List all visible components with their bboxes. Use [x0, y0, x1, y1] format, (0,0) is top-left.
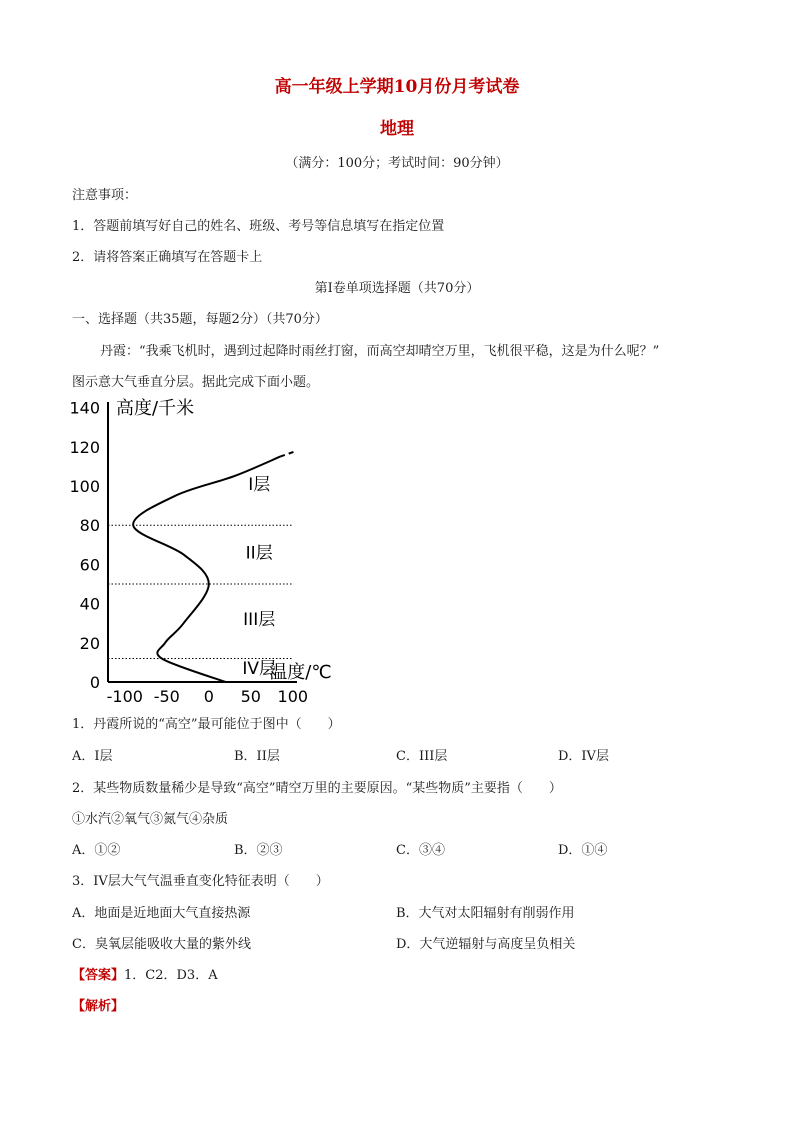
x-tick-label: -50	[153, 687, 180, 706]
y-tick-label: 60	[79, 555, 100, 575]
y-tick-label: 100	[69, 477, 100, 496]
q1-option-c: C．III层	[396, 749, 448, 764]
atmosphere-layer-chart	[62, 392, 352, 710]
y-tick-label: 120	[69, 437, 100, 457]
q2-option-d: D．①④	[558, 843, 608, 858]
layer-label: I层	[248, 474, 271, 495]
x-axis-label: 温度/℃	[269, 662, 332, 683]
exam-meta: （满分：100分；考试时间：90分钟）	[285, 156, 509, 171]
answer-label: 【答案】	[72, 968, 125, 983]
answer-text: 1．C2．D3．A	[124, 968, 218, 983]
y-tick-label: 0	[89, 673, 100, 692]
y-tick-label: 20	[79, 633, 100, 653]
x-tick-label: 50	[240, 687, 261, 706]
layer-label: III层	[243, 610, 276, 631]
exam-title: 高一年级上学期10月份月考试卷	[274, 77, 520, 97]
q1-option-b: B．II层	[234, 749, 280, 764]
x-tick-label: 100	[277, 687, 309, 706]
layer-label: II层	[245, 543, 273, 564]
notes-heading: 注意事项：	[72, 188, 138, 203]
x-tick-label: -100	[106, 687, 143, 706]
y-tick-label: 80	[79, 516, 100, 536]
y-tick-label: 140	[69, 398, 100, 418]
q2-option-c: C．③④	[396, 843, 445, 858]
question-2-stem: 2．某些物质数量稀少是导致“高空”晴空万里的主要原因。“某些物质”主要指（ ）	[72, 781, 562, 796]
q2-option-a: A．①②	[72, 843, 121, 858]
q1-option-d: D．IV层	[558, 749, 609, 764]
q3-option-b: B．大气对太阳辐射有削弱作用	[396, 906, 575, 921]
layer-label: IV层	[242, 659, 277, 680]
part-title: 一、选择题（共35题，每题2分）（共70分）	[72, 312, 328, 327]
q1-option-a: A．I层	[72, 749, 113, 764]
q2-option-b: B．②③	[234, 843, 283, 858]
temperature-curve-dashed	[280, 451, 297, 457]
passage-line-2: 图示意大气垂直分层。据此完成下面小题。	[72, 375, 320, 390]
notes-item-1: 1．答题前填写好自己的姓名、班级、考号等信息填写在指定位置	[72, 219, 445, 234]
y-tick-label: 40	[79, 594, 100, 614]
answer-line	[72, 964, 218, 983]
x-tick-label: 0	[203, 687, 214, 706]
question-3-stem: 3．IV层大气气温垂直变化特征表明（ ）	[72, 874, 329, 889]
q3-option-c: C．臭氧层能吸收大量的紫外线	[72, 937, 251, 952]
passage-line-1: 丹霞：“我乘飞机时，遇到过起降时雨丝打窗，而高空却晴空万里，飞机很平稳，这是为什么呢？”	[100, 344, 660, 359]
q3-option-d: D．大气逆辐射与高度呈负相关	[396, 937, 576, 952]
question-2-sub: ①水汽②氧气③氮气④杂质	[72, 812, 229, 827]
analysis-label: 【解析】	[72, 999, 125, 1014]
analysis-line	[72, 995, 124, 1014]
q3-option-a: A．地面是近地面大气直接热源	[72, 906, 251, 921]
section-title: 第I卷单项选择题（共70分）	[314, 281, 480, 296]
question-1-stem: 1．丹霞所说的“高空”最可能位于图中（ ）	[72, 717, 341, 732]
subject-title: 地理	[380, 119, 414, 139]
y-axis-label: 高度/千米	[116, 398, 195, 419]
notes-item-2: 2．请将答案正确填写在答题卡上	[72, 250, 263, 265]
